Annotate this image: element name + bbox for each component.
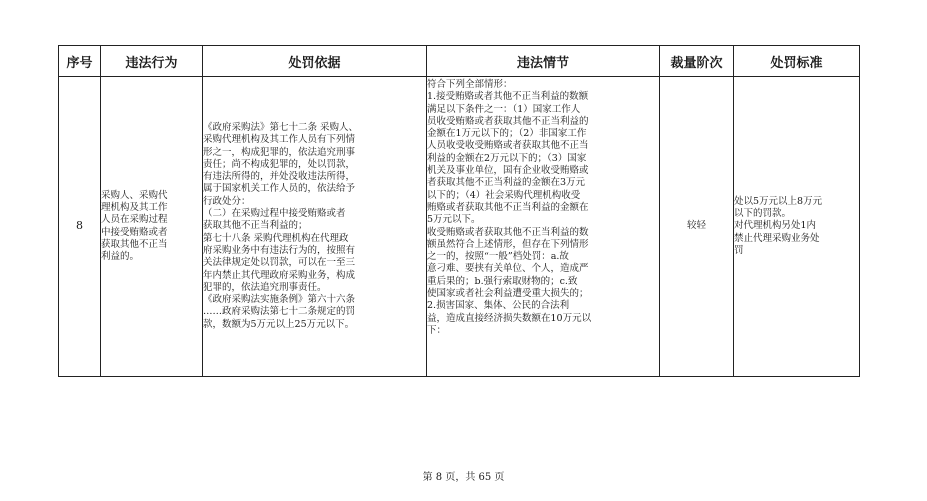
violation-line: 采购人、采购代 [101, 189, 168, 201]
basis-line: 第七十八条 采购代理机构在代理政 [203, 232, 349, 244]
page-footer: 第 8 页，共 65 页 [422, 472, 505, 483]
table-row [59, 77, 860, 377]
standard-line: 以下的罚款。 [734, 208, 792, 220]
circumstance-line: 2.损害国家、集体、公民的合法利 [427, 300, 570, 312]
standard-line: 禁止代理采购业务处 [734, 232, 820, 244]
violation-cell [101, 77, 203, 377]
basis-line: 责任；尚不构成犯罪的，处以罚款， [203, 158, 356, 170]
circumstance-line: 满足以下条件之一：（1）国家工作人 [427, 103, 581, 115]
stage-cell: 较轻 [660, 77, 734, 377]
circumstance-line: 益，造成直接经济损失数额在10万元以 [427, 312, 592, 324]
circumstance-line: 贿赂或者获取其他不正当利益的金额在 [427, 201, 589, 213]
circumstance-line: 金额在1万元以下的；（2）非国家工作 [427, 128, 587, 140]
circumstance-line: 额虽然符合上述情形，但存在下列情形 [427, 238, 589, 250]
basis-line: 犯罪的，依法追究刑事责任。 [203, 281, 327, 293]
basis-line: 《政府采购法实施条例》第六十六条 [203, 294, 356, 306]
circumstance-line: 以下的；（4）社会采购代理机构收受 [427, 189, 581, 201]
circumstance-line: 机关及事业单位，国有企业收受贿赂或 [427, 165, 589, 177]
basis-line: 采购代理机构及其工作人员有下列情 [203, 134, 356, 146]
basis-line: 有违法所得的，并处没收违法所得， [203, 171, 356, 183]
basis-line: ……政府采购法第七十二条规定的罚 [203, 306, 356, 318]
basis-line: 年内禁止其代理政府采购业务，构成 [203, 269, 356, 281]
violation-line: 理机构及其工作 [101, 201, 168, 213]
standard-line: 处以5万元以上8万元 [734, 195, 823, 207]
circumstance-line: 员收受贿赂或者获取其他不正当利益的 [427, 115, 589, 127]
circumstance-line: 1.接受贿赂或者其他不正当利益的数额 [427, 91, 589, 103]
circumstance-line: 符合下列全部情形： [427, 79, 513, 90]
violation-line: 获取其他不正当 [101, 238, 168, 250]
basis-line: 款，数额为5万元以上25万元以下。 [203, 318, 355, 330]
basis-cell [203, 77, 427, 377]
basis-line: 《政府采购法》第七十二条 采购人、 [203, 121, 359, 133]
standard-line: 对代理机构另处1内 [734, 220, 817, 232]
basis-line: 属于国家机关工作人员的，依法给予 [203, 183, 356, 195]
circumstance-line: 者获取其他不正当利益的金额在3万元 [427, 177, 586, 189]
header-circumstance: 违法情节 [427, 46, 660, 77]
header-violation: 违法行为 [101, 46, 203, 77]
standard-line: 罚 [734, 244, 744, 256]
row-number: 8 [59, 77, 101, 377]
circumstance-line: 5万元以下。 [427, 214, 481, 226]
basis-line: 形之一，构成犯罪的，依法追究刑事 [203, 146, 356, 158]
violation-line: 中接受贿赂或者 [101, 226, 168, 238]
circumstance-line: 下： [427, 324, 447, 336]
circumstance-line: 收受贿赂或者获取其他不正当利益的数 [427, 226, 589, 238]
circumstance-line: 人员收受收受贿赂或者获取其他不正当 [427, 140, 589, 152]
penalty-table [58, 45, 860, 377]
circumstance-line: 之一的，按照“一般”档处罚：a.故 [427, 251, 569, 263]
basis-line: （二）在采购过程中接受贿赂或者 [203, 208, 346, 220]
circumstance-line: 利益的金额在2万元以下的；（3）国家 [427, 152, 587, 164]
header-stage: 裁量阶次 [660, 46, 734, 77]
basis-line: 关法律规定处以罚款，可以在一至三 [203, 257, 356, 269]
circumstance-cell [427, 77, 660, 377]
standard-cell [734, 77, 860, 377]
header-no: 序号 [59, 46, 101, 77]
circumstance-line: 使国家或者社会利益遭受重大损失的； [427, 288, 589, 300]
circumstance-line: 意刁难、要挟有关单位、个人，造成严 [427, 263, 589, 275]
basis-line: 行政处分： [203, 195, 251, 207]
basis-line: 获取其他不正当利益的； [203, 220, 308, 232]
violation-line: 利益的。 [101, 251, 140, 263]
header-basis: 处罚依据 [203, 46, 427, 77]
header-row [59, 46, 860, 77]
violation-line: 人员在采购过程 [101, 214, 168, 226]
header-standard: 处罚标准 [734, 46, 860, 77]
circumstance-line: 重后果的；b.强行索取财物的；c.致 [427, 275, 578, 287]
basis-line: 府采购业务中有违法行为的，按照有 [203, 244, 356, 256]
